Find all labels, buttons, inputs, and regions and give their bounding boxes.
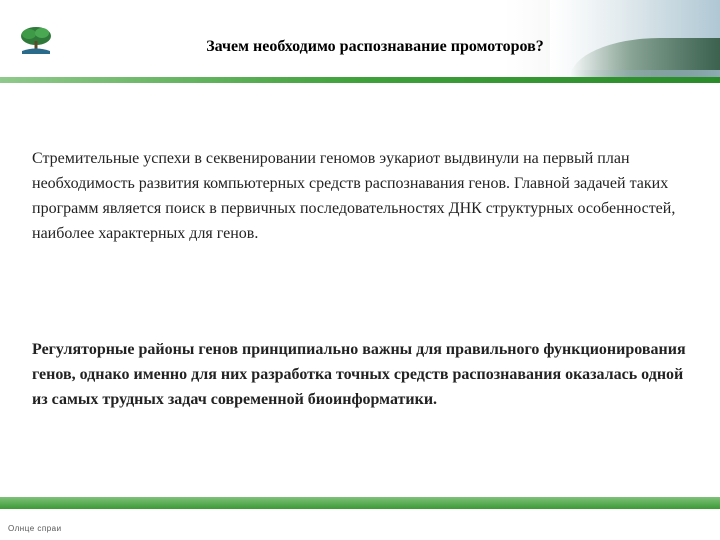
footer-caption: Олнце спраи bbox=[8, 524, 62, 533]
body-paragraph-2: Регуляторные районы генов принципиально важны для правильного функционирования генов, однако именно для них разработка точных средств распознавания оказалась одной из самых трудных задач современной биоинформатики. bbox=[32, 341, 686, 408]
title-underline-bar bbox=[0, 77, 720, 83]
slide-title: Зачем необходимо распознавание промоторов? bbox=[206, 38, 544, 55]
footer-bar bbox=[0, 497, 720, 509]
body-paragraph-1: Стремительные успехи в секвенировании геномов эукариот выдвинули на первый план необходимость развития компьютерных средств распознавания генов. Главной задачей таких программ является поиск в первичных последовательностях ДНК структурных особенностей, наиболее характерных для генов. bbox=[32, 150, 676, 242]
slide-header bbox=[0, 0, 720, 78]
